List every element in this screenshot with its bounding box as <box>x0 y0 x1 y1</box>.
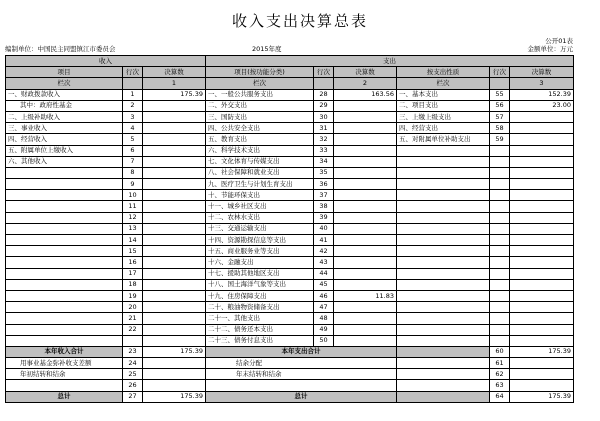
function-value <box>334 268 397 279</box>
summary-table <box>5 55 574 403</box>
function-amount-header: 决算数 <box>334 67 397 78</box>
economic-item-label <box>397 145 490 156</box>
economic-value <box>510 246 574 257</box>
economic-value <box>510 156 574 167</box>
table-row <box>6 257 574 268</box>
function-row-no: 28 <box>314 89 334 100</box>
function-item-label: 九、医疗卫生与计划生育支出 <box>206 179 314 190</box>
income-row-no: 1 <box>123 89 143 100</box>
table-row <box>6 156 574 167</box>
lanci-label: 栏次 <box>397 78 490 89</box>
blank-in-no: 26 <box>123 380 143 391</box>
expense-total-label: 本年支出合计 <box>206 346 397 357</box>
table-row <box>6 190 574 201</box>
fund-label: 用事业基金弥补收支差额 <box>6 358 123 369</box>
income-value <box>143 156 206 167</box>
income-item-label: 一、财政拨款收入 <box>6 89 123 100</box>
economic-item-label <box>397 190 490 201</box>
function-value <box>334 313 397 324</box>
economic-value: 152.39 <box>510 89 574 100</box>
function-value <box>334 324 397 335</box>
economic-item-label <box>397 268 490 279</box>
table-row <box>6 279 574 290</box>
economic-value <box>510 223 574 234</box>
income-rowno-header: 行次 <box>123 67 143 78</box>
blank-ex-no: 63 <box>490 380 510 391</box>
economic-rowno-header: 行次 <box>490 67 510 78</box>
economic-row-no <box>490 290 510 301</box>
income-row-no: 9 <box>123 179 143 190</box>
table-row <box>6 111 574 122</box>
amount-unit: 金额单位：万元 <box>527 45 573 53</box>
function-value <box>334 279 397 290</box>
function-value <box>334 235 397 246</box>
function-row-no: 36 <box>314 179 334 190</box>
income-value <box>143 212 206 223</box>
function-rowno-header: 行次 <box>314 67 334 78</box>
grand-income-no: 27 <box>123 391 143 402</box>
column-header-row <box>6 67 574 78</box>
income-row-no: 3 <box>123 111 143 122</box>
economic-value <box>510 190 574 201</box>
table-row <box>6 212 574 223</box>
economic-value <box>510 179 574 190</box>
economic-value <box>510 235 574 246</box>
function-value <box>334 111 397 122</box>
economic-item-header: 按支出性质 <box>397 67 490 78</box>
function-value <box>334 179 397 190</box>
economic-item-label: 四、经营支出 <box>397 123 490 134</box>
income-row-no: 10 <box>123 190 143 201</box>
economic-row-no: 59 <box>490 134 510 145</box>
income-item-label: 其中：政府性基金 <box>6 100 123 111</box>
table-row <box>6 123 574 134</box>
function-row-no: 41 <box>314 235 334 246</box>
grand-expense-value: 175.39 <box>510 391 574 402</box>
report-title: 收入支出决算总表 <box>231 12 368 30</box>
economic-value <box>510 324 574 335</box>
function-item-label: 二十三、债务付息支出 <box>206 335 314 346</box>
economic-item-label <box>397 279 490 290</box>
opening-carryover-label: 年初结转和结余 <box>6 369 123 380</box>
fund-no: 24 <box>123 358 143 369</box>
table-row <box>6 313 574 324</box>
function-row-no: 39 <box>314 212 334 223</box>
function-value <box>334 201 397 212</box>
income-total-no: 23 <box>123 346 143 357</box>
income-value <box>143 179 206 190</box>
economic-value <box>510 268 574 279</box>
income-row-no <box>123 335 143 346</box>
income-row-no: 16 <box>123 257 143 268</box>
economic-item-label <box>397 302 490 313</box>
grand-income-value: 175.39 <box>143 391 206 402</box>
function-item-label: 十、节能环保支出 <box>206 190 314 201</box>
income-value <box>143 145 206 156</box>
income-value <box>143 313 206 324</box>
income-item-label <box>6 302 123 313</box>
economic-item-label <box>397 223 490 234</box>
economic-value <box>510 111 574 122</box>
table-row <box>6 290 574 301</box>
economic-row-no: 58 <box>490 123 510 134</box>
income-item-label <box>6 268 123 279</box>
income-row-no: 6 <box>123 145 143 156</box>
expense-total-no: 60 <box>490 346 510 357</box>
function-item-label: 六、科学技术支出 <box>206 145 314 156</box>
table-row <box>6 268 574 279</box>
surplus-distribution-label: 结余分配 <box>206 358 397 369</box>
income-value <box>143 279 206 290</box>
income-row-no: 14 <box>123 235 143 246</box>
economic-value <box>510 123 574 134</box>
function-value <box>334 156 397 167</box>
function-row-no: 37 <box>314 190 334 201</box>
income-item-label: 四、经营收入 <box>6 134 123 145</box>
economic-value <box>510 134 574 145</box>
economic-row-no: 57 <box>490 111 510 122</box>
blank-row <box>6 380 574 391</box>
function-value <box>334 134 397 145</box>
income-item-label <box>6 235 123 246</box>
income-row-no: 22 <box>123 324 143 335</box>
economic-row-no <box>490 201 510 212</box>
opening-carryover-no: 25 <box>123 369 143 380</box>
income-value <box>143 324 206 335</box>
function-item-header: 项目(按功能分类) <box>206 67 314 78</box>
income-value <box>143 246 206 257</box>
economic-item-label <box>397 313 490 324</box>
function-value: 163.56 <box>334 89 397 100</box>
income-section-header: 收入 <box>6 56 206 67</box>
economic-item-label: 三、上缴上级支出 <box>397 111 490 122</box>
function-row-no: 50 <box>314 335 334 346</box>
economic-item-label <box>397 324 490 335</box>
grand-expense-label: 总计 <box>206 391 397 402</box>
closing-carryover-no: 62 <box>490 369 510 380</box>
col-index-2: 2 <box>334 78 397 89</box>
table-row <box>6 179 574 190</box>
economic-item-label <box>397 235 490 246</box>
economic-value <box>510 302 574 313</box>
function-row-no: 44 <box>314 268 334 279</box>
economic-row-no <box>490 246 510 257</box>
function-value <box>334 190 397 201</box>
function-row-no: 32 <box>314 134 334 145</box>
income-item-label: 三、事业收入 <box>6 123 123 134</box>
income-row-no: 17 <box>123 268 143 279</box>
economic-item-label <box>397 179 490 190</box>
economic-value <box>510 167 574 178</box>
col-index-1: 1 <box>143 78 206 89</box>
table-row <box>6 223 574 234</box>
table-row <box>6 235 574 246</box>
surplus-distribution-no: 61 <box>490 358 510 369</box>
economic-row-no <box>490 279 510 290</box>
economic-item-label <box>397 167 490 178</box>
function-row-no: 46 <box>314 290 334 301</box>
economic-row-no <box>490 257 510 268</box>
income-row-no: 15 <box>123 246 143 257</box>
function-item-label: 十二、农林水支出 <box>206 212 314 223</box>
economic-row-no <box>490 313 510 324</box>
income-item-label <box>6 167 123 178</box>
economic-item-label: 一、基本支出 <box>397 89 490 100</box>
economic-row-no <box>490 235 510 246</box>
table-row <box>6 145 574 156</box>
table-row <box>6 201 574 212</box>
table-row <box>6 324 574 335</box>
function-item-label: 十五、商业服务业等支出 <box>206 246 314 257</box>
grand-expense-no: 64 <box>490 391 510 402</box>
income-row-no: 5 <box>123 134 143 145</box>
income-row-no: 8 <box>123 167 143 178</box>
function-item-label: 二十、粮油物资储备支出 <box>206 302 314 313</box>
economic-item-label: 五、对附属单位补助支出 <box>397 134 490 145</box>
fund-row <box>6 358 574 369</box>
function-item-label: 五、教育支出 <box>206 134 314 145</box>
income-row-no: 7 <box>123 156 143 167</box>
economic-value <box>510 279 574 290</box>
income-item-label <box>6 246 123 257</box>
income-row-no: 21 <box>123 313 143 324</box>
economic-value: 23.00 <box>510 100 574 111</box>
unit-label: 编制单位：中国民主同盟镇江市委员会 <box>5 45 116 53</box>
function-item-label: 二十二、债务还本支出 <box>206 324 314 335</box>
column-index-row <box>6 78 574 89</box>
economic-item-label <box>397 212 490 223</box>
table-row <box>6 302 574 313</box>
income-amount-header: 决算数 <box>143 67 206 78</box>
income-row-no: 18 <box>123 279 143 290</box>
economic-row-no <box>490 190 510 201</box>
income-value <box>143 235 206 246</box>
function-row-no: 35 <box>314 167 334 178</box>
function-row-no: 47 <box>314 302 334 313</box>
function-item-label: 七、文化体育与传媒支出 <box>206 156 314 167</box>
economic-value <box>510 212 574 223</box>
economic-row-no <box>490 179 510 190</box>
function-item-label: 三、国防支出 <box>206 111 314 122</box>
income-item-label <box>6 212 123 223</box>
income-value <box>143 201 206 212</box>
function-row-no: 30 <box>314 111 334 122</box>
economic-row-no <box>490 212 510 223</box>
income-row-no: 2 <box>123 100 143 111</box>
economic-item-label <box>397 290 490 301</box>
grand-income-label: 总计 <box>6 391 123 402</box>
economic-value <box>510 257 574 268</box>
function-item-label: 十九、住房保障支出 <box>206 290 314 301</box>
function-value: 11.83 <box>334 290 397 301</box>
table-row <box>6 246 574 257</box>
function-item-label: 十一、城乡社区支出 <box>206 201 314 212</box>
economic-item-label <box>397 335 490 346</box>
income-item-label: 六、其他收入 <box>6 156 123 167</box>
income-row-no: 11 <box>123 201 143 212</box>
income-item-label <box>6 257 123 268</box>
function-item-label: 十八、国土海洋气象等支出 <box>206 279 314 290</box>
function-value <box>334 223 397 234</box>
income-item-label <box>6 290 123 301</box>
economic-item-label: 二、项目支出 <box>397 100 490 111</box>
function-value <box>334 123 397 134</box>
income-value <box>143 134 206 145</box>
table-row <box>6 100 574 111</box>
economic-row-no <box>490 156 510 167</box>
table-row <box>6 335 574 346</box>
grand-total-row <box>6 391 574 402</box>
function-value <box>334 167 397 178</box>
income-value <box>143 257 206 268</box>
economic-row-no <box>490 324 510 335</box>
function-row-no: 40 <box>314 223 334 234</box>
income-row-no: 4 <box>123 123 143 134</box>
economic-item-label <box>397 257 490 268</box>
income-item-label <box>6 201 123 212</box>
income-item-label <box>6 313 123 324</box>
table-row <box>6 134 574 145</box>
table-row <box>6 89 574 100</box>
function-value <box>334 257 397 268</box>
income-item-label <box>6 190 123 201</box>
income-value <box>143 190 206 201</box>
function-item-label: 十六、金融支出 <box>206 257 314 268</box>
economic-item-label <box>397 246 490 257</box>
section-header-row <box>6 56 574 67</box>
economic-amount-header: 决算数 <box>510 67 574 78</box>
economic-row-no <box>490 335 510 346</box>
function-row-no: 45 <box>314 279 334 290</box>
income-value <box>143 100 206 111</box>
table-row <box>6 167 574 178</box>
economic-row-no <box>490 268 510 279</box>
economic-row-no <box>490 223 510 234</box>
income-value <box>143 123 206 134</box>
income-row-no: 20 <box>123 302 143 313</box>
carryover-row <box>6 369 574 380</box>
income-row-no: 13 <box>123 223 143 234</box>
economic-value <box>510 313 574 324</box>
function-item-label: 二十一、其他支出 <box>206 313 314 324</box>
function-value <box>334 246 397 257</box>
function-item-label: 一、一般公共服务支出 <box>206 89 314 100</box>
form-number: 公开01表 <box>545 37 573 45</box>
income-total-label: 本年收入合计 <box>6 346 123 357</box>
income-item-label <box>6 279 123 290</box>
lanci-label: 栏次 <box>206 78 314 89</box>
economic-value <box>510 145 574 156</box>
year-total-row <box>6 346 574 357</box>
income-item-label <box>6 324 123 335</box>
function-value <box>334 335 397 346</box>
economic-row-no <box>490 145 510 156</box>
income-item-header: 项目 <box>6 67 123 78</box>
function-item-label: 二、外交支出 <box>206 100 314 111</box>
function-item-label: 十七、援助其他地区支出 <box>206 268 314 279</box>
income-value <box>143 290 206 301</box>
economic-row-no: 55 <box>490 89 510 100</box>
income-value <box>143 167 206 178</box>
income-value <box>143 335 206 346</box>
income-row-no: 19 <box>123 290 143 301</box>
income-item-label <box>6 179 123 190</box>
function-row-no: 42 <box>314 246 334 257</box>
income-item-label: 五、附属单位上缴收入 <box>6 145 123 156</box>
function-item-label: 八、社会保障和就业支出 <box>206 167 314 178</box>
economic-value <box>510 290 574 301</box>
closing-carryover-label: 年末结转和结余 <box>206 369 397 380</box>
income-value <box>143 223 206 234</box>
income-item-label <box>6 223 123 234</box>
col-index-3: 3 <box>510 78 574 89</box>
function-item-label: 十四、资源勘探信息等支出 <box>206 235 314 246</box>
economic-value <box>510 335 574 346</box>
income-value <box>143 268 206 279</box>
income-item-label: 二、上级补助收入 <box>6 111 123 122</box>
income-total-value: 175.39 <box>143 346 206 357</box>
function-row-no: 33 <box>314 145 334 156</box>
year-label: 2015年度 <box>252 45 282 53</box>
economic-row-no <box>490 167 510 178</box>
function-value <box>334 302 397 313</box>
economic-item-label <box>397 201 490 212</box>
function-value <box>334 145 397 156</box>
function-item-label: 十三、交通运输支出 <box>206 223 314 234</box>
economic-item-label <box>397 156 490 167</box>
economic-value <box>510 201 574 212</box>
function-row-no: 43 <box>314 257 334 268</box>
function-value <box>334 100 397 111</box>
lanci-label: 栏次 <box>6 78 123 89</box>
income-row-no: 12 <box>123 212 143 223</box>
function-row-no: 34 <box>314 156 334 167</box>
economic-row-no: 56 <box>490 100 510 111</box>
income-item-label <box>6 335 123 346</box>
income-value <box>143 302 206 313</box>
function-row-no: 31 <box>314 123 334 134</box>
function-row-no: 38 <box>314 201 334 212</box>
function-row-no: 48 <box>314 313 334 324</box>
function-item-label: 四、公共安全支出 <box>206 123 314 134</box>
expense-section-header: 支出 <box>206 56 574 67</box>
economic-row-no <box>490 302 510 313</box>
function-value <box>334 212 397 223</box>
function-row-no: 49 <box>314 324 334 335</box>
expense-total-value: 175.39 <box>510 346 574 357</box>
income-value <box>143 111 206 122</box>
income-value: 175.39 <box>143 89 206 100</box>
function-row-no: 29 <box>314 100 334 111</box>
